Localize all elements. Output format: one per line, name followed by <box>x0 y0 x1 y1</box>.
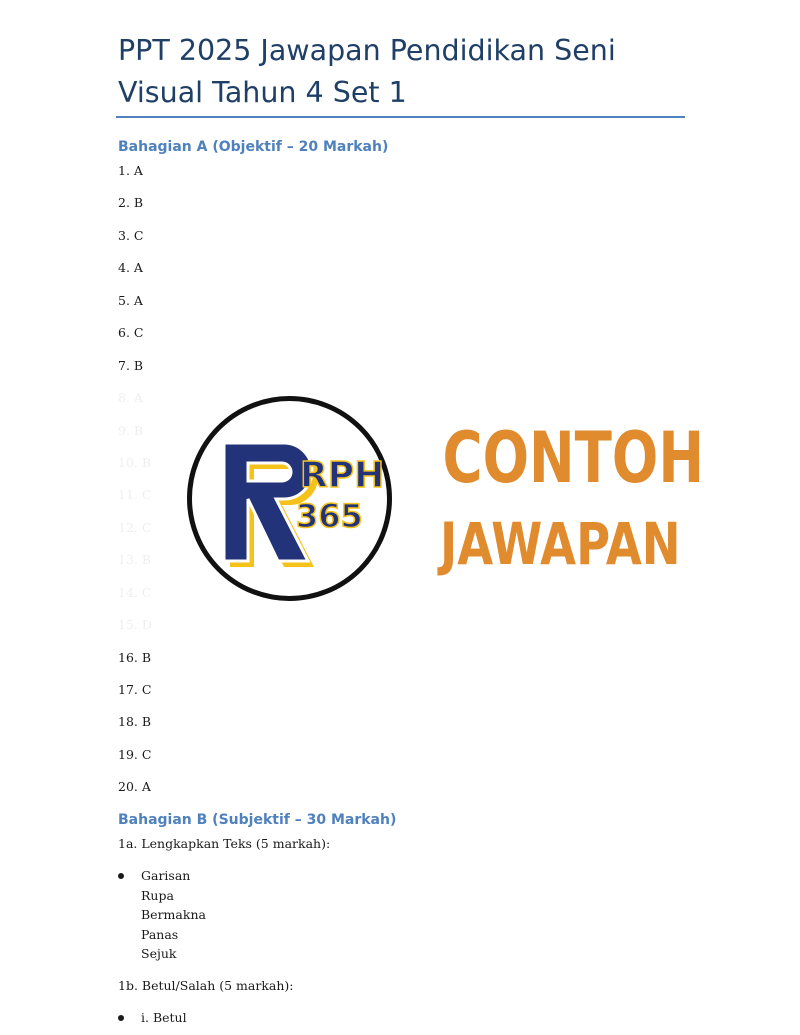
answer-item <box>118 292 152 324</box>
answer-line: Panas <box>141 926 179 942</box>
answer-item <box>118 681 152 713</box>
answer-choice: B <box>133 357 144 373</box>
answer-choice: B <box>141 714 152 730</box>
answer-item <box>118 194 152 226</box>
question-1b-label: 1b. Betul/Salah (5 markah): <box>118 978 294 993</box>
answer-line: Garisan <box>141 868 191 883</box>
answer-item <box>118 746 152 778</box>
answer-item <box>118 227 152 259</box>
answer-number: 6. <box>118 325 130 341</box>
svg-text:RPH: RPH <box>300 455 385 496</box>
answer-line: Bermakna <box>141 907 206 922</box>
rph365-logo-icon <box>192 401 387 596</box>
answer-line: Rupa <box>141 887 174 903</box>
answer-choice: A <box>133 260 143 276</box>
answer-item <box>118 649 152 681</box>
question-1a-label: 1a. Lengkapkan Teks (5 markah): <box>118 836 331 851</box>
answer-choice: A <box>133 292 143 308</box>
title-divider <box>116 116 685 118</box>
svg-text:365: 365 <box>296 497 363 535</box>
answer-number: 17. <box>118 682 138 697</box>
answer-number: 1. <box>118 163 130 178</box>
answer-item <box>118 259 152 291</box>
document-title: PPT 2025 Jawapan Pendidikan Seni Visual Tahun 4 Set 1 <box>118 34 616 109</box>
answer-choice: A <box>133 163 143 178</box>
bullet-icon <box>118 873 124 879</box>
answer-choice: B <box>141 649 152 665</box>
section-b-heading: Bahagian B (Subjektif – 30 Markah) <box>118 812 397 828</box>
answer-number: 18. <box>118 714 138 730</box>
answer-choice: C <box>141 682 152 697</box>
answer-choice: C <box>133 325 144 341</box>
answer-line: Sejuk <box>141 946 177 961</box>
answer-item <box>118 162 152 194</box>
answer-choice: B <box>133 195 144 211</box>
answer-choice: C <box>133 227 144 243</box>
answer-item <box>118 713 152 745</box>
answer-choice: C <box>141 746 152 762</box>
answer-item <box>118 324 152 356</box>
answer-number: 16. <box>118 649 138 665</box>
section-a-heading: Bahagian A (Objektif – 20 Markah) <box>118 139 389 155</box>
watermark-line-1: CONTOH <box>442 417 705 499</box>
answer-number: 3. <box>118 227 130 243</box>
answer-number: 20. <box>118 779 138 795</box>
bullet-icon <box>118 1015 124 1021</box>
rph365-logo <box>187 396 392 601</box>
answer-number: 4. <box>118 260 130 276</box>
answer-number: 7. <box>118 357 130 373</box>
answer-item <box>118 778 152 810</box>
contoh-jawapan-watermark <box>105 380 745 640</box>
watermark-line-2: JAWAPAN <box>440 510 681 578</box>
answer-choice: A <box>141 779 151 795</box>
answer-number: 19. <box>118 746 138 762</box>
answer-number: 2. <box>118 195 130 211</box>
answer-number: 5. <box>118 292 130 308</box>
answer-line: i. Betul <box>141 1010 187 1025</box>
